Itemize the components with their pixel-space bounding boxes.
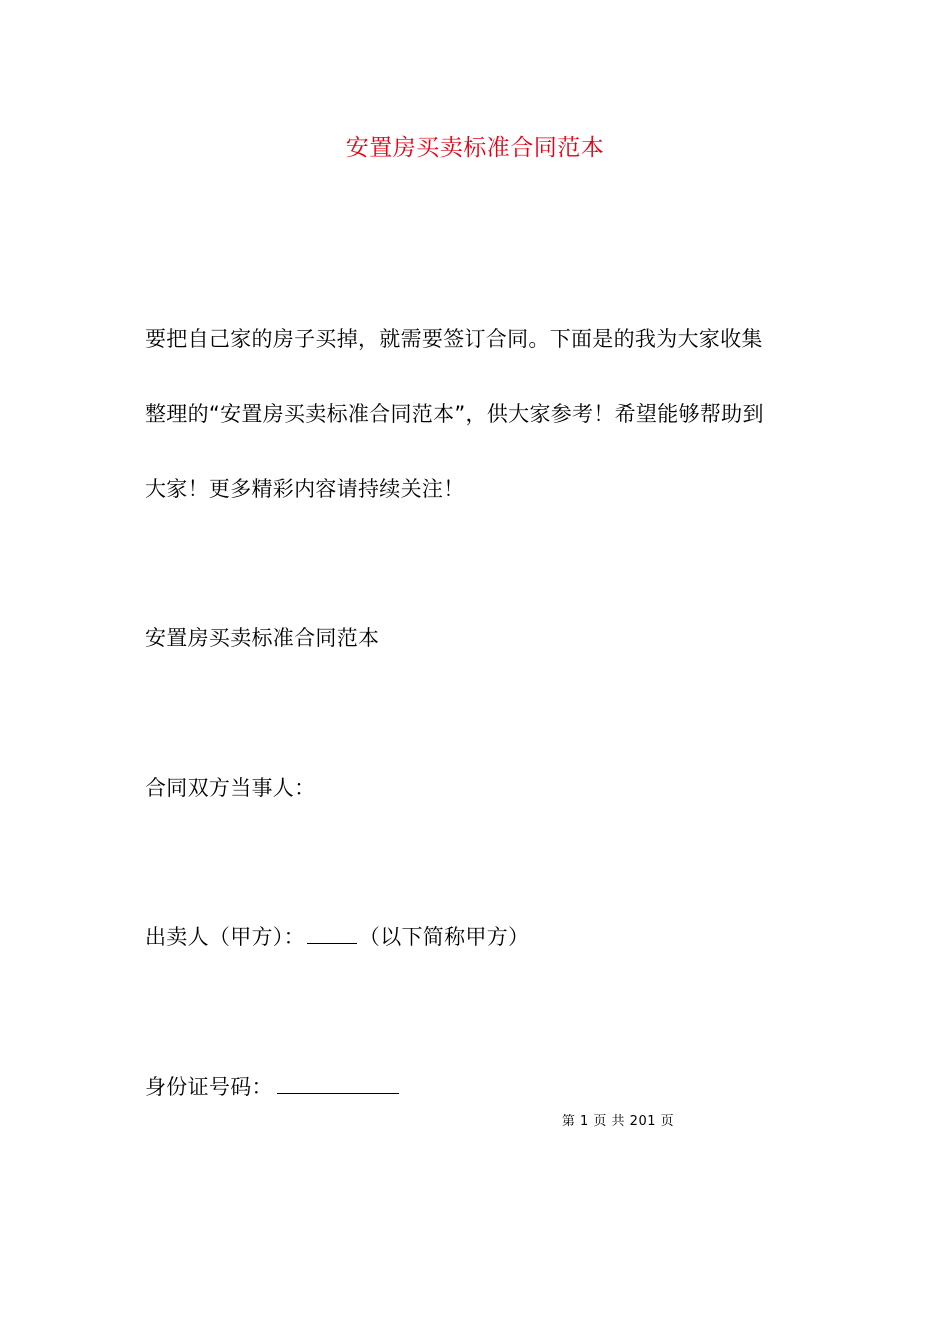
seller-label: 出卖人（甲方）： [145,925,305,949]
seller-line [145,922,825,952]
id-number-blank [277,1073,399,1094]
intro-line-2: 整理的“安置房买卖标准合同范本”，供大家参考！希望能够帮助到 [145,402,764,426]
intro-line-3: 大家！更多精彩内容请持续关注！ [145,477,465,501]
id-number-line [145,1072,825,1102]
seller-suffix: （以下简称甲方） [358,925,530,949]
page-indicator: 第 1 页 共 201 页 [561,1114,675,1129]
seller-name-blank [307,923,357,944]
parties-heading: 合同双方当事人： [145,776,316,800]
document-title: 安置房买卖标准合同范本 [345,135,605,161]
id-number-label: 身份证号码： [145,1075,273,1099]
contract-subtitle: 安置房买卖标准合同范本 [145,626,380,650]
intro-line-1: 要把自己家的房子买掉，就需要签订合同。下面是的我为大家收集 [145,327,763,351]
